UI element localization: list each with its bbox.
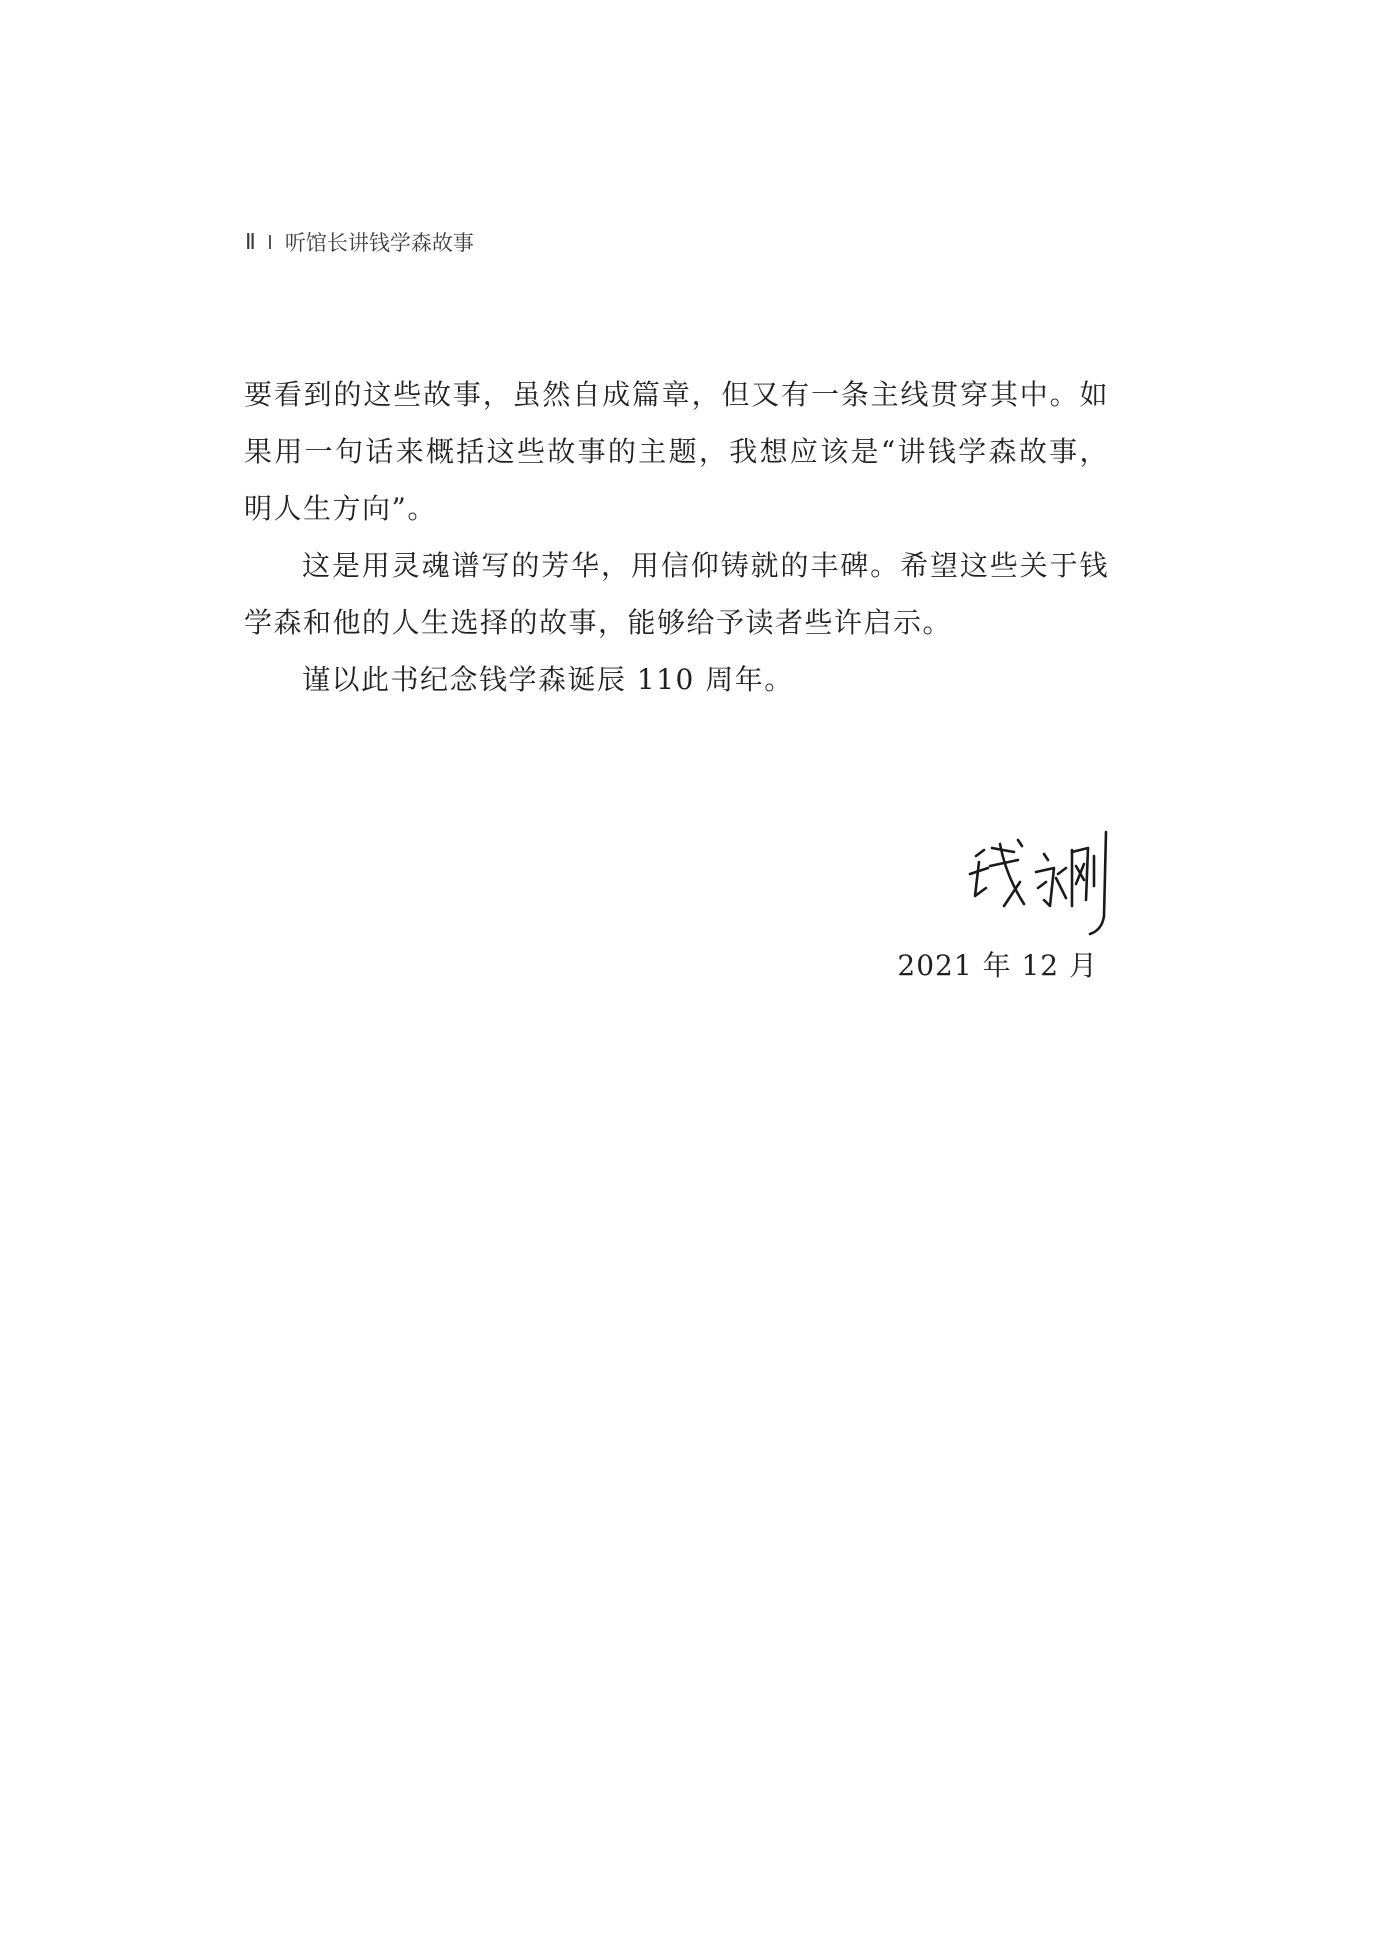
paragraph-2: [244, 537, 1109, 651]
header-divider: [269, 235, 271, 249]
page-folio: Ⅱ: [245, 229, 257, 254]
text-line: 谨以此书纪念钱学森诞辰 110 周年。: [302, 663, 794, 696]
body-text: [244, 366, 1109, 708]
text-line: 明人生方向”。: [244, 492, 437, 525]
paragraph-1: [244, 366, 1109, 537]
text-line: 学森和他的人生选择的故事，能够给予读者些许启示。: [244, 606, 953, 639]
text-line: 这是用灵魂谱写的芳华，用信仰铸就的丰碑。希望这些关于钱: [302, 549, 1109, 582]
book-title: 听馆长讲钱学森故事: [284, 231, 474, 255]
handwritten-signature: [962, 826, 1112, 941]
running-header: [245, 222, 474, 262]
paragraph-3: [244, 651, 1109, 708]
date-line: 2021 年 12 月: [897, 949, 1098, 982]
text-line: 果用一句话来概括这些故事的主题，我想应该是“讲钱学森故事，: [244, 435, 1109, 468]
text-line: 要看到的这些故事，虽然自成篇章，但又有一条主线贯穿其中。如: [244, 378, 1109, 411]
